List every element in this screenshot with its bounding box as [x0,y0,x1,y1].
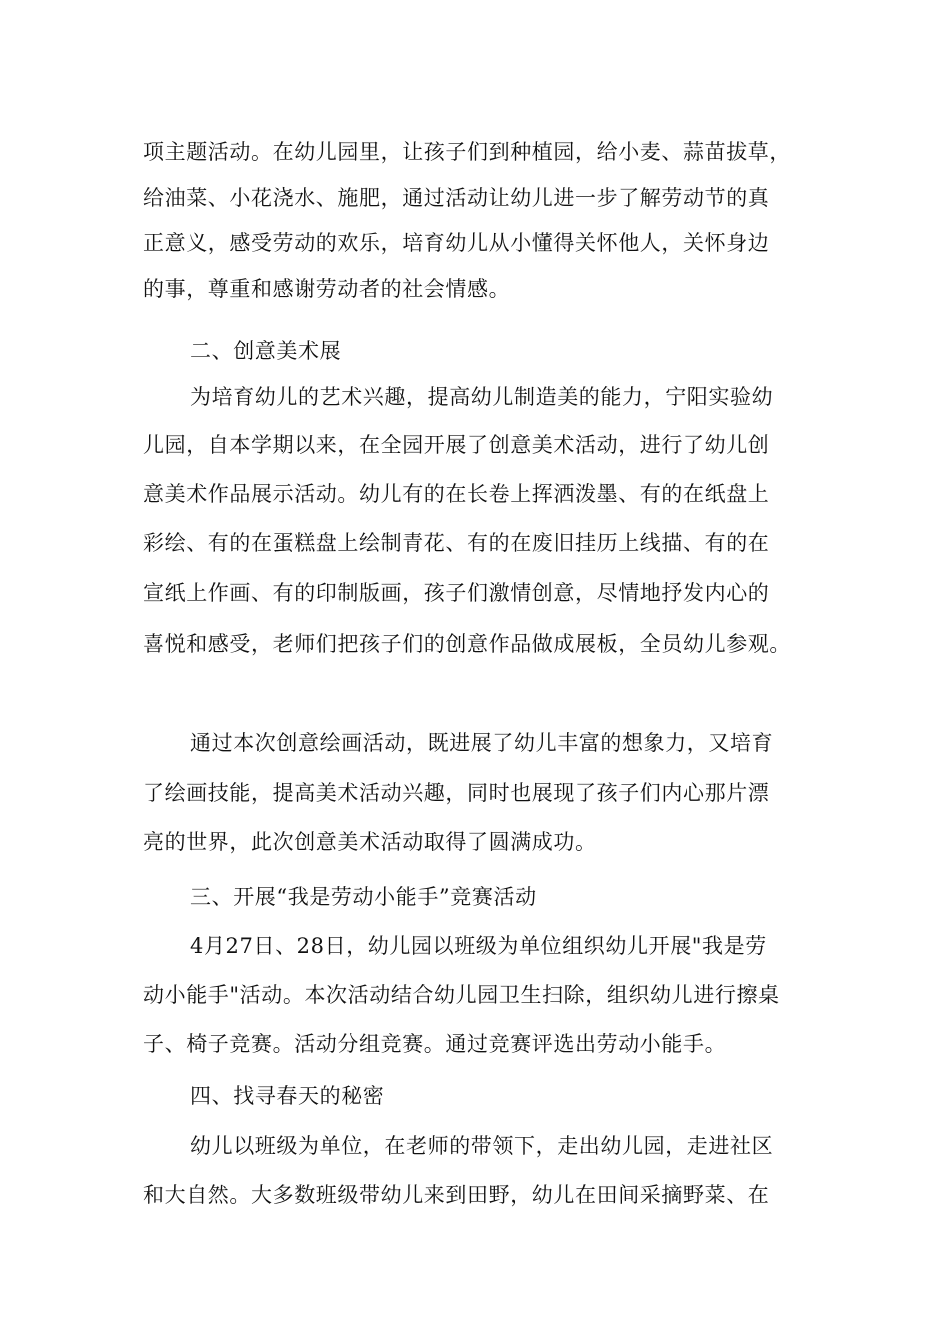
section-heading: 二、创意美术展 [190,339,342,363]
text-line: 动小能手"活动。本次活动结合幼儿园卫生扫除，组织幼儿进行擦桌 [143,983,780,1007]
text-line: 了绘画技能，提高美术活动兴趣，同时也展现了孩子们内心那片漂 [143,781,770,805]
text-line: 彩绘、有的在蛋糕盘上绘制青花、有的在废旧挂历上线描、有的在 [143,531,770,555]
text-line: 意美术作品展示活动。幼儿有的在长卷上挥洒泼墨、有的在纸盘上 [143,482,770,506]
text-line: 为培育幼儿的艺术兴趣，提高幼儿制造美的能力，宁阳实验幼 [190,385,774,409]
section-heading: 四、找寻春天的秘密 [190,1084,385,1108]
text-line: 通过本次创意绘画活动，既进展了幼儿丰富的想象力，又培育 [190,731,774,755]
text-line: 正意义，感受劳动的欢乐，培育幼儿从小懂得关怀他人，关怀身边 [143,231,770,255]
text-line: 的事，尊重和感谢劳动者的社会情感。 [143,277,511,301]
text-line: 喜悦和感受，老师们把孩子们的创意作品做成展板，全员幼儿参观。 [143,632,791,656]
section-heading: 三、开展“我是劳动小能手”竞赛活动 [190,885,537,909]
text-line: 给油菜、小花浇水、施肥，通过活动让幼儿进一步了解劳动节的真 [143,186,770,210]
text-line: 项主题活动。在幼儿园里，让孩子们到种植园，给小麦、蒜苗拔草， [143,140,791,164]
text-line: 儿园，自本学期以来，在全园开展了创意美术活动，进行了幼儿创 [143,433,770,457]
text-line: 和大自然。大多数班级带幼儿来到田野，幼儿在田间采摘野菜、在 [143,1183,770,1207]
text-line: 宣纸上作画、有的印制版画，孩子们激情创意，尽情地抒发内心的 [143,581,770,605]
text-line: 4月27日、28日，幼儿园以班级为单位组织幼儿开展"我是劳 [190,934,767,958]
text-line: 子、椅子竞赛。活动分组竞赛。通过竞赛评选出劳动小能手。 [143,1032,727,1056]
text-line: 幼儿以班级为单位，在老师的带领下，走出幼儿园，走进社区 [190,1134,774,1158]
text-line: 亮的世界，此次创意美术活动取得了圆满成功。 [143,830,597,854]
